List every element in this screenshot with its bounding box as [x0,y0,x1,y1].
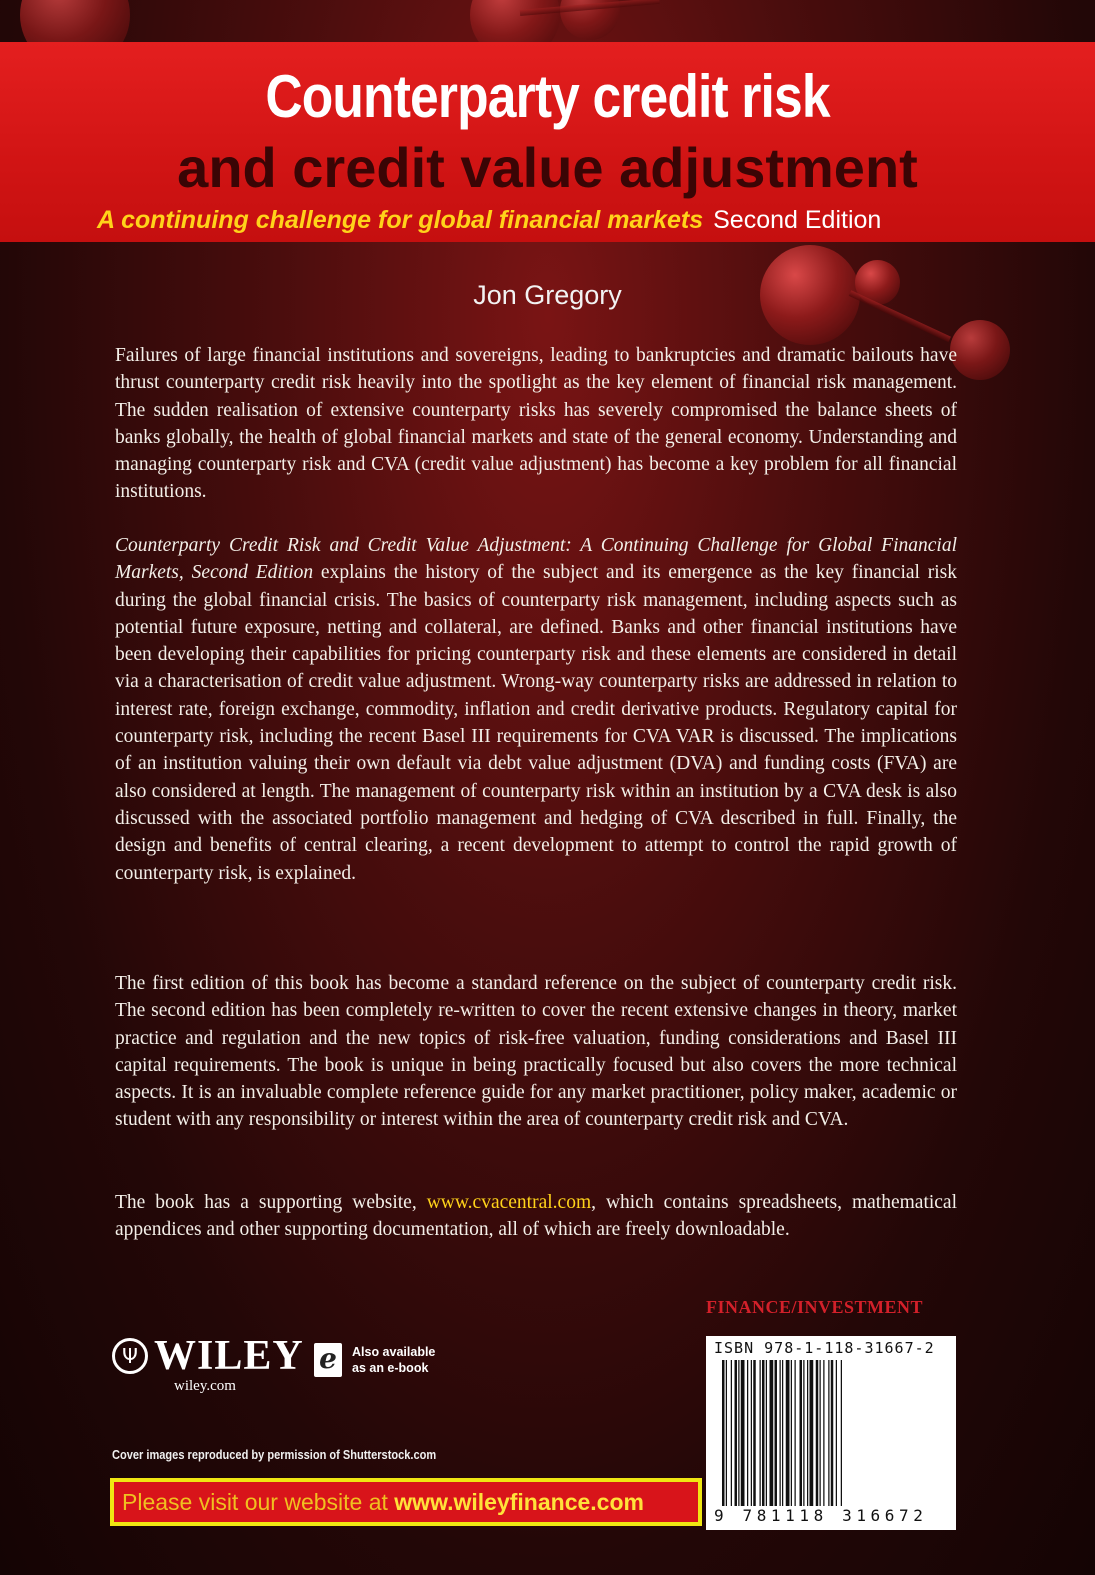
isbn-label: ISBN 978-1-118-31667-2 [714,1339,935,1357]
publisher-name: WILEY [154,1333,304,1379]
description-paragraph-1: Failures of large financial institutions and sovereigns, leading to bankruptcies and dramatic bailouts have thrust counterparty credit risk heavily into the spotlight as the key element of financial risk management. The sudden realisation of extensive counterparty risks has severely compromised the balance sheets of banks globally, the health of global financial markets and state of the general economy. Understanding and managing counterparty risk and CVA (credit value adjustment) has become a key problem for all financial institutions. [115,345,957,503]
barcode-digits: 9 781118 316672 [714,1506,928,1525]
ebook-icon: e [314,1343,342,1377]
barcode-icon [722,1360,940,1506]
barcode-box [706,1336,956,1530]
wiley-emblem-icon: Ψ [112,1338,148,1374]
book-title-line2: and credit value adjustment [177,136,918,199]
ebook-line2: as an e-book [352,1361,429,1375]
paragraph-4-text-before: The book has a supporting website, [115,1192,427,1213]
category-label: FINANCE/INVESTMENT [706,1297,924,1317]
promo-url-link[interactable]: www.wileyfinance.com [394,1489,644,1515]
image-credit: Cover images reproduced by permission of Shutterstock.com [112,1447,437,1462]
description-paragraph-3: The first edition of this book has become a standard reference on the subject of counterparty credit risk. The second edition has been completely re-written to cover the recent extensive changes in theory, market practice and regulation and the new topics of risk-free valuation, funding considerations and Basel III capital requirements. The book is unique in being practically focused but also covers the more technical aspects. It is an invaluable complete reference guide for any market practitioner, policy maker, academic or student with any responsibility or interest within the area of counterparty credit risk and CVA. [115,973,957,1131]
description-paragraph-2 [115,532,957,887]
ebook-notice [352,1344,435,1376]
promo-lead: Please visit our website at [122,1489,395,1515]
paragraph-2-text: explains the history of the subject and its emergence as the key financial risk during the global financial crisis. The basics of counterparty risk management, including aspects such as potential future exposure, netting and collateral, are defined. Banks and other financial institutions have been developing their capabilities for pricing counterparty risk and these elements are considered in detail via a characterisation of credit value adjustment. Wrong-way counterparty risks are addressed in relation to interest rate, foreign exchange, commodity, inflation and credit derivative products. Regulatory capital for counterparty risk, including the recent Basel III requirements for CVA VAR is discussed. The implications of an institution valuing their own default via debt value adjustment (DVA) and funding costs (FVA) are also considered at length. The management of counterparty risk within an institution by a CVA desk is also discussed with the associated portfolio management and hedging of CVA described in full. Finally, the design and benefits of central clearing, a recent development to attempt to control the rapid growth of counterparty risk, is explained. [115,562,957,884]
subtitle-text: A continuing challenge for global financial markets [97,206,704,234]
book-subtitle [97,206,881,235]
description-paragraph-4 [115,1189,957,1244]
author-name: Jon Gregory [473,280,622,310]
book-title-line1: Counterparty credit risk [265,63,830,130]
promo-bar [110,1478,702,1526]
website-link[interactable]: www.cvacentral.com [426,1192,592,1213]
book-full-title: Counterparty Credit Risk and Credit Value Adjustment: A Continuing Challenge for Global Financial Markets, Second Edition [115,535,957,584]
ebook-line1: Also available [352,1345,436,1359]
publisher-url: wiley.com [174,1378,236,1394]
promo-text [122,1489,644,1516]
paragraph-4-text-after: , which contains spreadsheets, mathematical appendices and other supporting documentation, all of which are freely downloadable. [115,1192,958,1241]
edition-label: Second Edition [713,206,882,234]
